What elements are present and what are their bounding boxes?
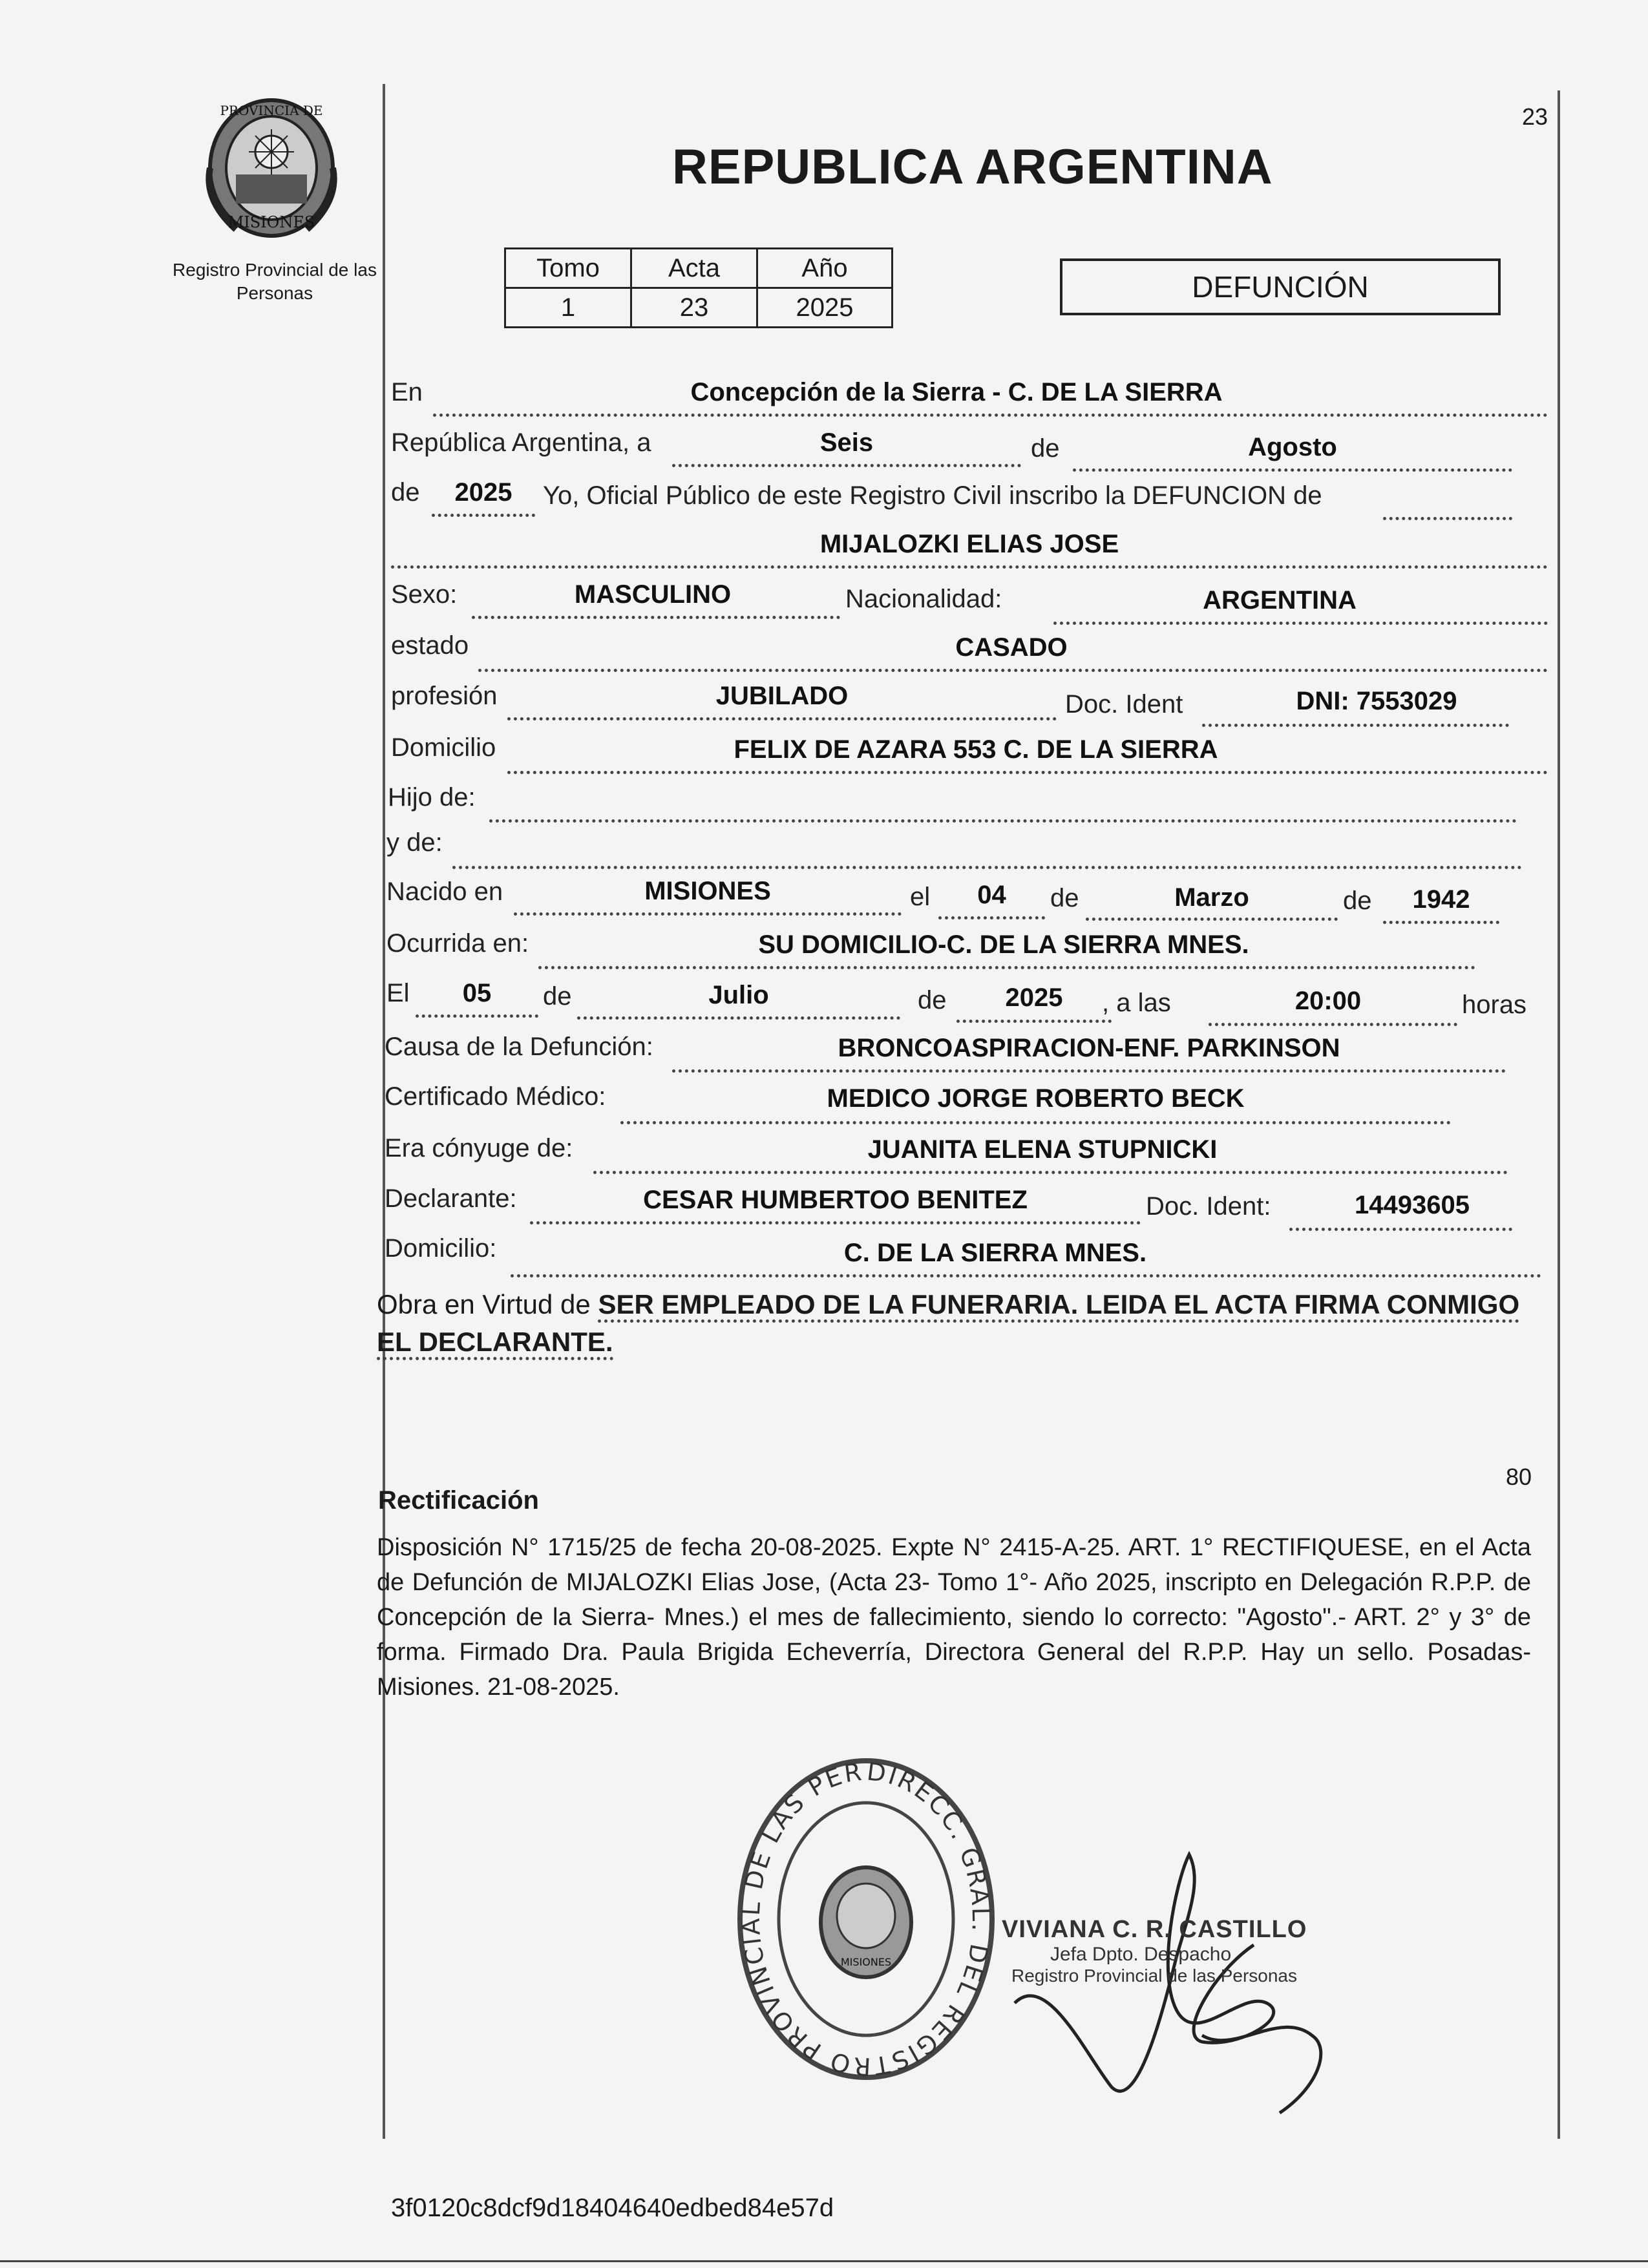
doc-ident-dots: [1202, 724, 1509, 727]
nac-mes-dots: [1086, 918, 1338, 921]
folio-number: 80: [1506, 1464, 1532, 1490]
nac-anio-dots: [1383, 921, 1499, 924]
nac-de2-label: de: [1343, 887, 1372, 915]
profesion-value: JUBILADO: [715, 682, 849, 710]
anio-value: 2025: [454, 478, 512, 507]
page-title: REPUBLICA ARGENTINA: [672, 140, 1273, 194]
declarante-dots: [530, 1221, 1141, 1224]
nac-el-label: el: [910, 883, 931, 911]
mes-value: Agosto: [1248, 433, 1337, 461]
anio-prefix-label: de: [391, 478, 420, 507]
bottom-edge-line: [0, 2260, 1648, 2262]
domicilio-dots: [507, 771, 1548, 774]
en-label: En: [391, 378, 423, 406]
acta-header-anio: Año: [757, 249, 893, 288]
nac-de-label: de: [1050, 884, 1079, 912]
right-margin-line: [1558, 90, 1560, 2139]
nacido-value: MISIONES: [644, 877, 771, 905]
fall-dia-dots: [416, 1014, 538, 1018]
y-de-dots: [452, 866, 1522, 869]
doc-ident2-value: 14493605: [1355, 1191, 1470, 1219]
dia-value: Seis: [819, 428, 874, 457]
official-seal: [730, 1745, 1002, 2094]
hijo-de-dots: [489, 819, 1517, 823]
causa-label: Causa de la Defunción:: [385, 1033, 653, 1061]
y-de-label: y de:: [386, 828, 443, 857]
stamp-name: VIVIANA C. R. CASTILLO: [1002, 1916, 1307, 1943]
declarante-value: CESAR HUMBERTOO BENITEZ: [643, 1186, 1028, 1214]
stamp-org: Registro Provincial de las Personas: [1011, 1966, 1297, 1986]
nac-mes-value: Marzo: [1174, 883, 1249, 912]
fall-de2-label: de: [918, 986, 947, 1014]
conyuge-value: JUANITA ELENA STUPNICKI: [867, 1135, 1218, 1164]
doc-ident2-label: Doc. Ident:: [1146, 1192, 1271, 1221]
fall-anio-dots: [956, 1020, 1112, 1023]
acta-table: [504, 247, 893, 328]
domicilio-label: Domicilio: [391, 733, 496, 762]
anio-dots: [432, 514, 535, 517]
ocurrida-label: Ocurrida en:: [386, 929, 529, 958]
nac-dia-dots: [938, 916, 1045, 919]
de-label: de: [1031, 434, 1060, 463]
declarante-label: Declarante:: [385, 1184, 517, 1213]
hijo-de-label: Hijo de:: [388, 783, 476, 812]
certificado-dots: [620, 1121, 1451, 1124]
obra-value: SER EMPLEADO DE LA FUNERARIA. LEIDA EL ACTA FIRMA CONMIGO EL DECLARANTE.: [377, 1289, 1519, 1360]
fall-hora-dots: [1209, 1023, 1457, 1026]
logo-bottom-text: MISIONES: [227, 213, 315, 231]
seal-center-text: MISIONES: [840, 1956, 892, 1968]
doc-ident2-dots: [1289, 1228, 1512, 1231]
registry-name: Registro Provincial de las Personas: [173, 260, 377, 303]
fall-hora-value: 20:00: [1294, 987, 1362, 1015]
fall-mes-dots: [577, 1016, 900, 1020]
misiones-logo: [197, 90, 346, 246]
page-number: 23: [1522, 103, 1548, 130]
nac-dia-value: 04: [977, 881, 1006, 909]
sexo-dots: [472, 616, 840, 619]
nombre-dots: [391, 565, 1548, 569]
domicilio2-dots: [511, 1274, 1541, 1277]
certificado-label: Certificado Médico:: [385, 1082, 606, 1111]
nacido-dots: [514, 912, 902, 916]
fall-mes-value: Julio: [708, 981, 769, 1009]
acta-value-tomo: 1: [505, 288, 631, 328]
misiones-emblem-icon: [197, 90, 346, 246]
fall-dia-value: 05: [462, 979, 492, 1007]
estado-value: CASADO: [955, 633, 1068, 662]
acta-value-anio: 2025: [757, 288, 893, 328]
seal-icon: [730, 1745, 1002, 2094]
nacido-label: Nacido en: [386, 877, 503, 906]
rectificacion-text: Disposición N° 1715/25 de fecha 20-08-2025. Expte N° 2415-A-25. ART. 1° RECTIFIQUESE, en el Acta de Defunción de MIJALOZKI Elias Jose, (Acta 23- Tomo 1°- Año 2025, inscripto en Delegación R.P.P. de Concepción de la Sierra- Mnes.) el mes de fallecimiento, siendo lo correcto: "Agosto".- ART. 2° y 3° de forma. Firmado Dra. Paula Brigida Echeverría, Directora General del R.P.P. Hay un sello. Posadas- Misiones. 21-08-2025.: [377, 1534, 1531, 1701]
doc-ident-label: Doc. Ident: [1065, 690, 1183, 719]
mes-dots: [1073, 468, 1512, 472]
doc-ident-value: DNI: 7553029: [1296, 687, 1457, 715]
nacionalidad-value: ARGENTINA: [1203, 586, 1357, 614]
en-dots: [433, 414, 1548, 417]
nacionalidad-label: Nacionalidad:: [845, 585, 1002, 613]
dia-dots: [672, 464, 1021, 467]
yo-dots: [1383, 517, 1512, 520]
causa-value: BRONCOASPIRACION-ENF. PARKINSON: [838, 1034, 1340, 1062]
profesion-dots: [507, 717, 1057, 720]
nombre-value: MIJALOZKI ELIAS JOSE: [819, 530, 1119, 558]
ocurrida-dots: [538, 966, 1475, 969]
acta-table-value-row: [505, 288, 893, 328]
obra-label: Obra en Virtud de: [377, 1289, 591, 1319]
seal-ring-text: DIRECC. GRAL. DEL REGISTRO PROVINCIAL DE LAS PER: [736, 1757, 996, 2081]
fall-de-label: de: [543, 982, 572, 1011]
domicilio2-value: C. DE LA SIERRA MNES.: [843, 1239, 1147, 1267]
rectificacion-title: Rectificación: [378, 1486, 539, 1515]
left-margin-line: [383, 84, 385, 2139]
fall-anio-value: 2025: [1005, 983, 1063, 1012]
profesion-label: profesión: [391, 682, 498, 710]
acta-table-header-row: [505, 249, 893, 288]
domicilio-value: FELIX DE AZARA 553 C. DE LA SIERRA: [734, 735, 1218, 764]
domicilio2-label: Domicilio:: [385, 1234, 497, 1263]
republica-label: República Argentina, a: [391, 428, 651, 457]
certificado-value: MEDICO JORGE ROBERTO BECK: [827, 1084, 1245, 1113]
obra-paragraph: [377, 1286, 1540, 1361]
document-type-box: DEFUNCIÓN: [1060, 258, 1501, 315]
yo-text: Yo, Oficial Público de este Registro Civil inscribo la DEFUNCION de: [543, 481, 1322, 510]
document-hash: 3f0120c8dcf9d18404640edbed84e57d: [391, 2194, 834, 2222]
horas-label: horas: [1462, 991, 1527, 1019]
en-value: Concepción de la Sierra - C. DE LA SIERRA: [690, 378, 1223, 406]
acta-header-acta: Acta: [631, 249, 757, 288]
nacionalidad-dots: [1053, 622, 1548, 625]
acta-header-tomo: Tomo: [505, 249, 631, 288]
acta-value-acta: 23: [631, 288, 757, 328]
sexo-label: Sexo:: [391, 580, 458, 609]
ocurrida-value: SU DOMICILIO-C. DE LA SIERRA MNES.: [758, 930, 1249, 959]
conyuge-label: Era cónyuge de:: [385, 1134, 573, 1162]
conyuge-dots: [593, 1171, 1508, 1174]
causa-dots: [672, 1069, 1506, 1073]
logo-top-text: PROVINCIA DE: [220, 103, 323, 118]
stamp-role: Jefa Dpto. Despacho: [1050, 1944, 1232, 1965]
estado-label: estado: [391, 631, 469, 660]
sexo-value: MASCULINO: [574, 580, 732, 609]
nac-anio-value: 1942: [1412, 885, 1470, 914]
estado-dots: [478, 669, 1548, 672]
fall-el-label: El: [386, 979, 410, 1007]
signature-stamp: [998, 1916, 1360, 1986]
alas-label: , a las: [1102, 989, 1171, 1017]
